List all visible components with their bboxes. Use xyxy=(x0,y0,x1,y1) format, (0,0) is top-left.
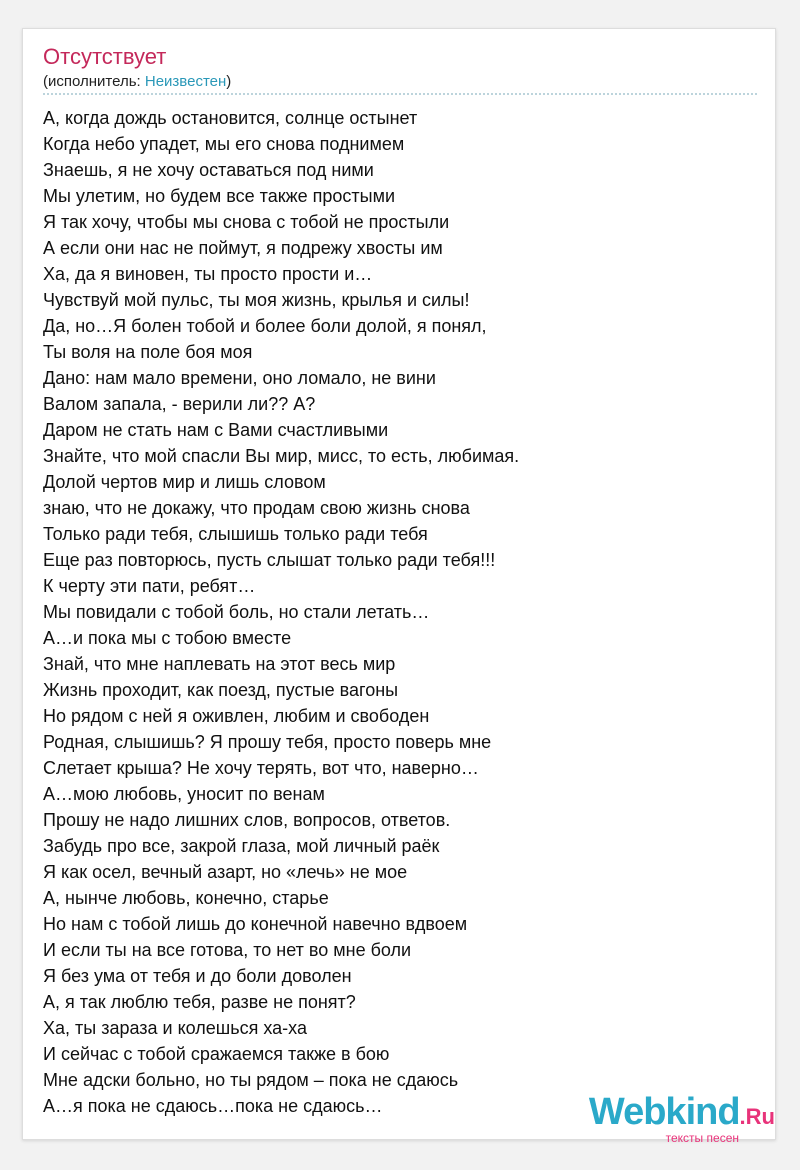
lyrics-body xyxy=(43,105,763,1119)
dotted-divider xyxy=(43,93,757,95)
lyric-line: Забудь про все, закрой глаза, мой личный раёк xyxy=(43,836,440,856)
logo-tagline: тексты песен xyxy=(665,1131,739,1145)
lyric-line: Долой чертов мир и лишь словом xyxy=(43,472,326,492)
lyric-line: Я так хочу, чтобы мы снова с тобой не простыли xyxy=(43,212,450,232)
lyric-line: Даром не стать нам с Вами счастливыми xyxy=(43,420,389,440)
logo-suffix: .Ru xyxy=(739,1104,775,1129)
artist-suffix: ) xyxy=(226,73,232,90)
lyrics-card xyxy=(22,28,776,1145)
lyric-line: А…я пока не сдаюсь…пока не сдаюсь… xyxy=(43,1096,383,1116)
lyric-line: Жизнь проходит, как поезд, пустые вагоны xyxy=(43,680,399,700)
lyric-line: Мы повидали с тобой боль, но стали летать… xyxy=(43,602,430,622)
artist-link[interactable]: Неизвестен xyxy=(144,73,227,90)
lyric-line: Но рядом с ней я оживлен, любим и свободен xyxy=(43,706,430,726)
lyric-line: Родная, слышишь? Я прошу тебя, просто поверь мне xyxy=(43,732,492,752)
lyric-line: Но нам с тобой лишь до конечной навечно вдвоем xyxy=(43,914,468,934)
site-logo[interactable] xyxy=(575,1092,775,1145)
lyric-line: К черту эти пати, ребят… xyxy=(43,576,256,596)
lyric-line: И сейчас с тобой сражаемся также в бою xyxy=(43,1044,390,1064)
lyric-line: И если ты на все готова, то нет во мне боли xyxy=(43,940,412,960)
lyric-line: Когда небо упадет, мы его снова поднимем xyxy=(43,134,405,154)
logo-main-text: Webkind xyxy=(588,1091,740,1133)
lyric-line: А…и пока мы с тобою вместе xyxy=(43,628,292,648)
lyric-line: Слетает крыша? Не хочу терять, вот что, наверно… xyxy=(43,758,479,778)
lyric-line: Прошу не надо лишних слов, вопросов, ответов. xyxy=(43,810,451,830)
lyric-line: Еще раз повторюсь, пусть слышат только ради тебя!!! xyxy=(43,550,496,570)
lyric-line: Знай, что мне наплевать на этот весь мир xyxy=(43,654,396,674)
lyric-line: Знайте, что мой спасли Вы мир, мисс, то есть, любимая. xyxy=(43,446,520,466)
lyric-line: А…мою любовь, уносит по венам xyxy=(43,784,325,804)
lyric-line: Ха, ты зараза и колешься ха-ха xyxy=(43,1018,307,1038)
lyric-line: Я без ума от тебя и до боли доволен xyxy=(43,966,352,986)
lyric-line: Ха, да я виновен, ты просто прости и… xyxy=(43,264,373,284)
lyric-line: Чувствуй мой пульс, ты моя жизнь, крылья и силы! xyxy=(43,290,470,310)
lyric-line: Мне адски больно, но ты рядом – пока не сдаюсь xyxy=(43,1070,459,1090)
lyric-line: Да, но…Я болен тобой и более боли долой, я понял, xyxy=(43,316,487,336)
artist-line xyxy=(43,73,231,91)
lyric-line: знаю, что не докажу, что продам свою жизнь снова xyxy=(43,498,470,518)
lyric-line: А если они нас не поймут, я подрежу хвосты им xyxy=(43,238,443,258)
lyric-line: Мы улетим, но будем все также простыми xyxy=(43,186,396,206)
artist-prefix: (исполнитель: xyxy=(43,73,145,90)
lyric-line: А, когда дождь остановится, солнце остынет xyxy=(43,108,418,128)
lyric-line: Только ради тебя, слышишь только ради тебя xyxy=(43,524,428,544)
lyric-line: Валом запала, - верили ли?? А? xyxy=(43,394,316,414)
lyric-line: Знаешь, я не хочу оставаться под ними xyxy=(43,160,374,180)
lyric-line: А, нынче любовь, конечно, старье xyxy=(43,888,329,908)
lyric-line: Я как осел, вечный азарт, но «лечь» не мое xyxy=(43,862,408,882)
lyric-line: А, я так люблю тебя, разве не понят? xyxy=(43,992,356,1012)
lyric-line: Дано: нам мало времени, оно ломало, не вини xyxy=(43,368,436,388)
lyric-line: Ты воля на поле боя моя xyxy=(43,342,253,362)
song-title: Отсутствует xyxy=(43,44,167,69)
